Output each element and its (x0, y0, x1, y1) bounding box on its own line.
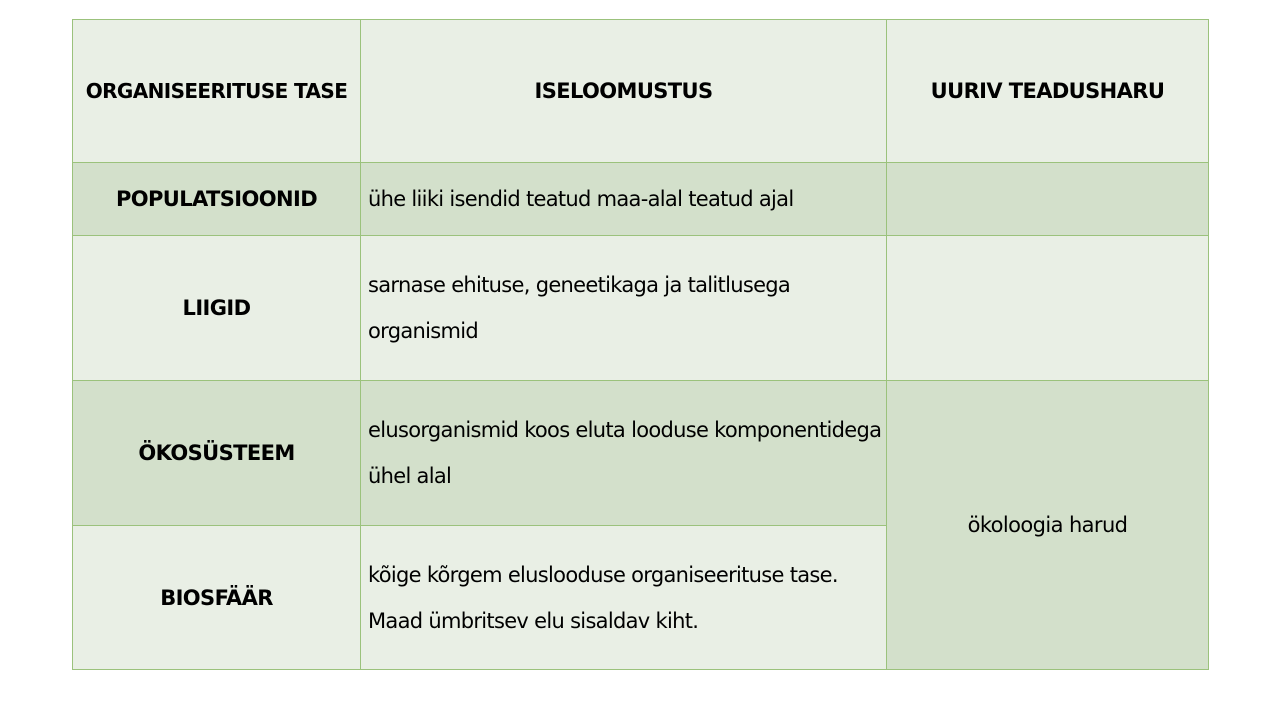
header-organization-level: ORGANISEERITUSE TASE (73, 20, 361, 163)
level-cell-ecosystem: ÖKOSÜSTEEM (73, 381, 361, 526)
table-row (73, 381, 1209, 526)
level-cell-species: LIIGID (73, 236, 361, 381)
organization-levels-table (72, 19, 1209, 670)
branch-cell-ecology: ökoloogia harud (887, 381, 1209, 670)
header-research-branch: UURIV TEADUSHARU (887, 20, 1209, 163)
table-row (73, 236, 1209, 381)
description-cell-species: sarnase ehituse, geneetikaga ja talitlusega organismid (361, 236, 887, 381)
table-row (73, 163, 1209, 236)
header-characteristic: ISELOOMUSTUS (361, 20, 887, 163)
description-cell-biosphere: kõige kõrgem elusloodusе organiseerituse tase. Maad ümbritsev elu sisaldav kiht. (361, 526, 887, 670)
table-header-row (73, 20, 1209, 163)
branch-cell-species (887, 236, 1209, 381)
description-cell-ecosystem: elusorganismid koos eluta looduse komponentidega ühel alal (361, 381, 887, 526)
branch-cell-populations (887, 163, 1209, 236)
level-cell-populations: POPULATSIOONID (73, 163, 361, 236)
level-cell-biosphere: BIOSFÄÄR (73, 526, 361, 670)
description-cell-populations: ühe liiki isendid teatud maa-alal teatud ajal (361, 163, 887, 236)
